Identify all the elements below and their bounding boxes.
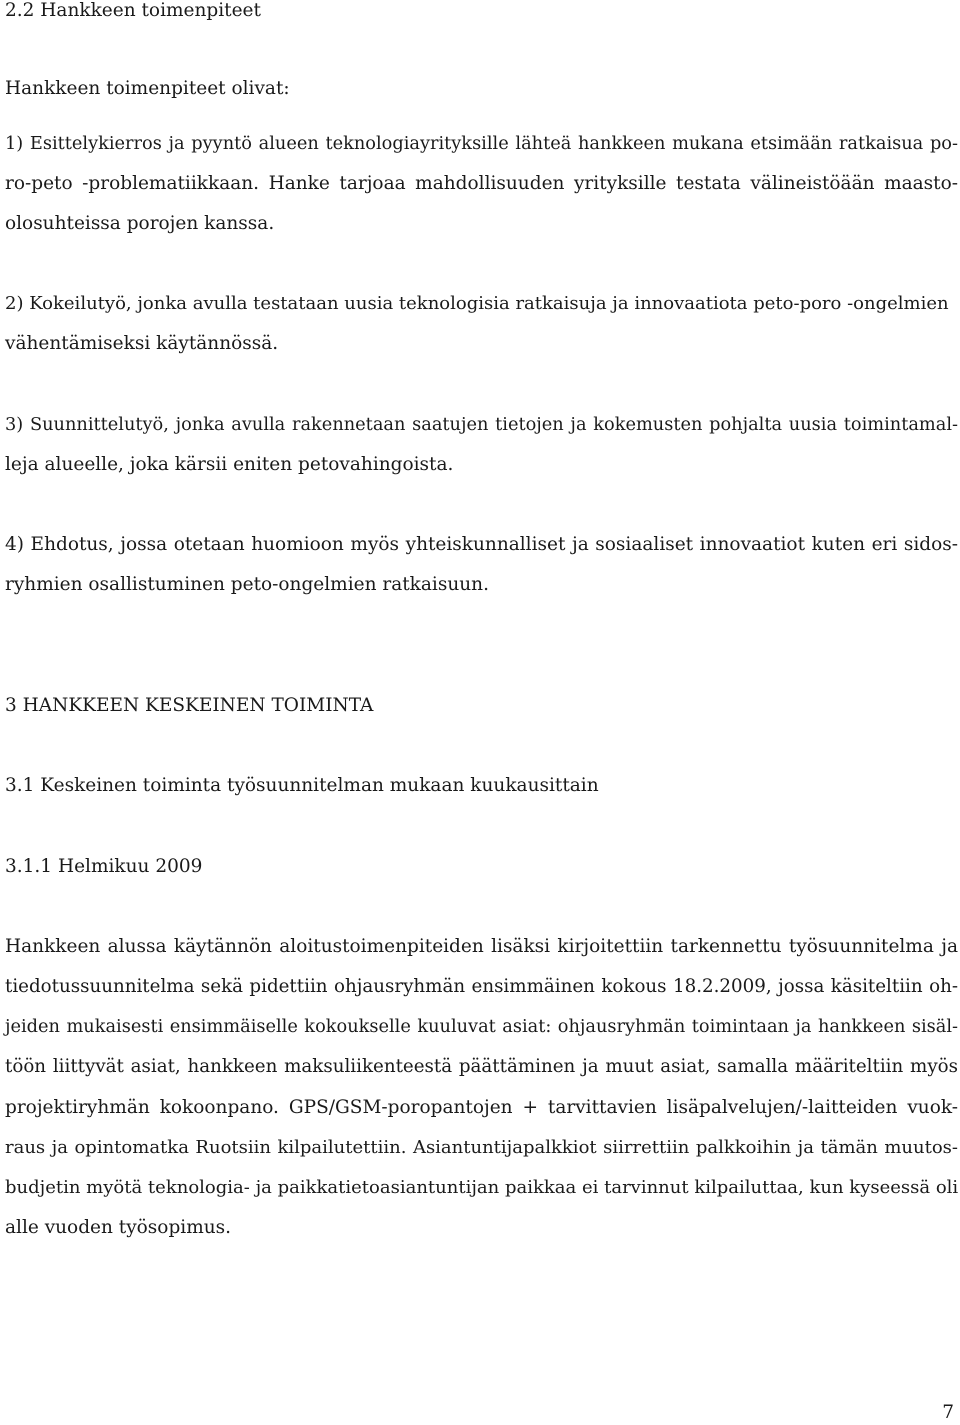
paragraph-line: tiedotussuunnitelma sekä pidettiin ohjausryhmän ensimmäinen kokous 18.2.2009, jossa käsiteltiin oh- bbox=[5, 976, 958, 997]
list-item-3-line-1: 3) Suunnittelutyö, jonka avulla rakennetaan saatujen tietojen ja kokemusten pohjalta uusia toimintamal- bbox=[5, 415, 958, 435]
paragraph-line: budjetin myötä teknologia- ja paikkatietoasiantuntijan paikkaa ei tarvinnut kilpailuttaa, kun kyseessä oli bbox=[5, 1177, 959, 1198]
paragraph-line: raus ja opintomatka Ruotsiin kilpailutettiin. Asiantuntijapalkkiot siirrettiin palkkoihin ja tämän muutos- bbox=[5, 1137, 958, 1158]
section-heading-3-1: 3.1 Keskeinen toiminta työsuunnitelman mukaan kuukausittain bbox=[5, 775, 599, 796]
list-item-1-line-3: olosuhteissa porojen kanssa. bbox=[5, 213, 275, 234]
list-item-4-line-2: ryhmien osallistuminen peto-ongelmien ratkaisuun. bbox=[5, 574, 489, 595]
list-item-3-line-2: leja alueelle, joka kärsii eniten petovahingoista. bbox=[5, 454, 454, 475]
list-item-4-line-1: 4) Ehdotus, jossa otetaan huomioon myös yhteiskunnalliset ja sosiaaliset innovaatiot kuten eri sidos- bbox=[5, 534, 958, 555]
paragraph-line: alle vuoden työsopimus. bbox=[5, 1217, 232, 1238]
list-item-1-line-2: ro-peto -problematiikkaan. Hanke tarjoaa mahdollisuuden yrityksille testata välineistöään maasto- bbox=[5, 173, 958, 194]
section-heading-3-1-1: 3.1.1 Helmikuu 2009 bbox=[5, 856, 203, 877]
section-heading-2-2: 2.2 Hankkeen toimenpiteet bbox=[5, 0, 261, 21]
paragraph-line: projektiryhmän kokoonpano. GPS/GSM-poropantojen + tarvittavien lisäpalvelujen/-laitteiden vuok- bbox=[5, 1097, 958, 1118]
paragraph-line: jeiden mukaisesti ensimmäiselle kokoukselle kuuluvat asiat: ohjausryhmän toimintaan ja hankkeen sisäl- bbox=[5, 1017, 958, 1037]
list-item-2-line-2: vähentämiseksi käytännössä. bbox=[5, 333, 279, 354]
paragraph-line: töön liittyvät asiat, hankkeen maksuliikenteestä päättäminen ja muut asiat, samalla määriteltiin myös bbox=[5, 1056, 958, 1077]
list-item-2-line-1: 2) Kokeilutyö, jonka avulla testataan uusia teknologisia ratkaisuja ja innovaatiota peto-poro -ongelmien bbox=[5, 293, 949, 314]
list-item-1-line-1: 1) Esittelykierros ja pyyntö alueen teknologiayrityksille lähteä hankkeen mukana etsimään ratkaisua po- bbox=[5, 134, 958, 154]
intro-text: Hankkeen toimenpiteet olivat: bbox=[5, 78, 290, 99]
paragraph-line: Hankkeen alussa käytännön aloitustoimenpiteiden lisäksi kirjoitettiin tarkennettu työsuunnitelma ja bbox=[5, 936, 958, 957]
page-number: 7 bbox=[942, 1402, 954, 1423]
chapter-heading-3: 3 HANKKEEN KESKEINEN TOIMINTA bbox=[5, 695, 374, 716]
